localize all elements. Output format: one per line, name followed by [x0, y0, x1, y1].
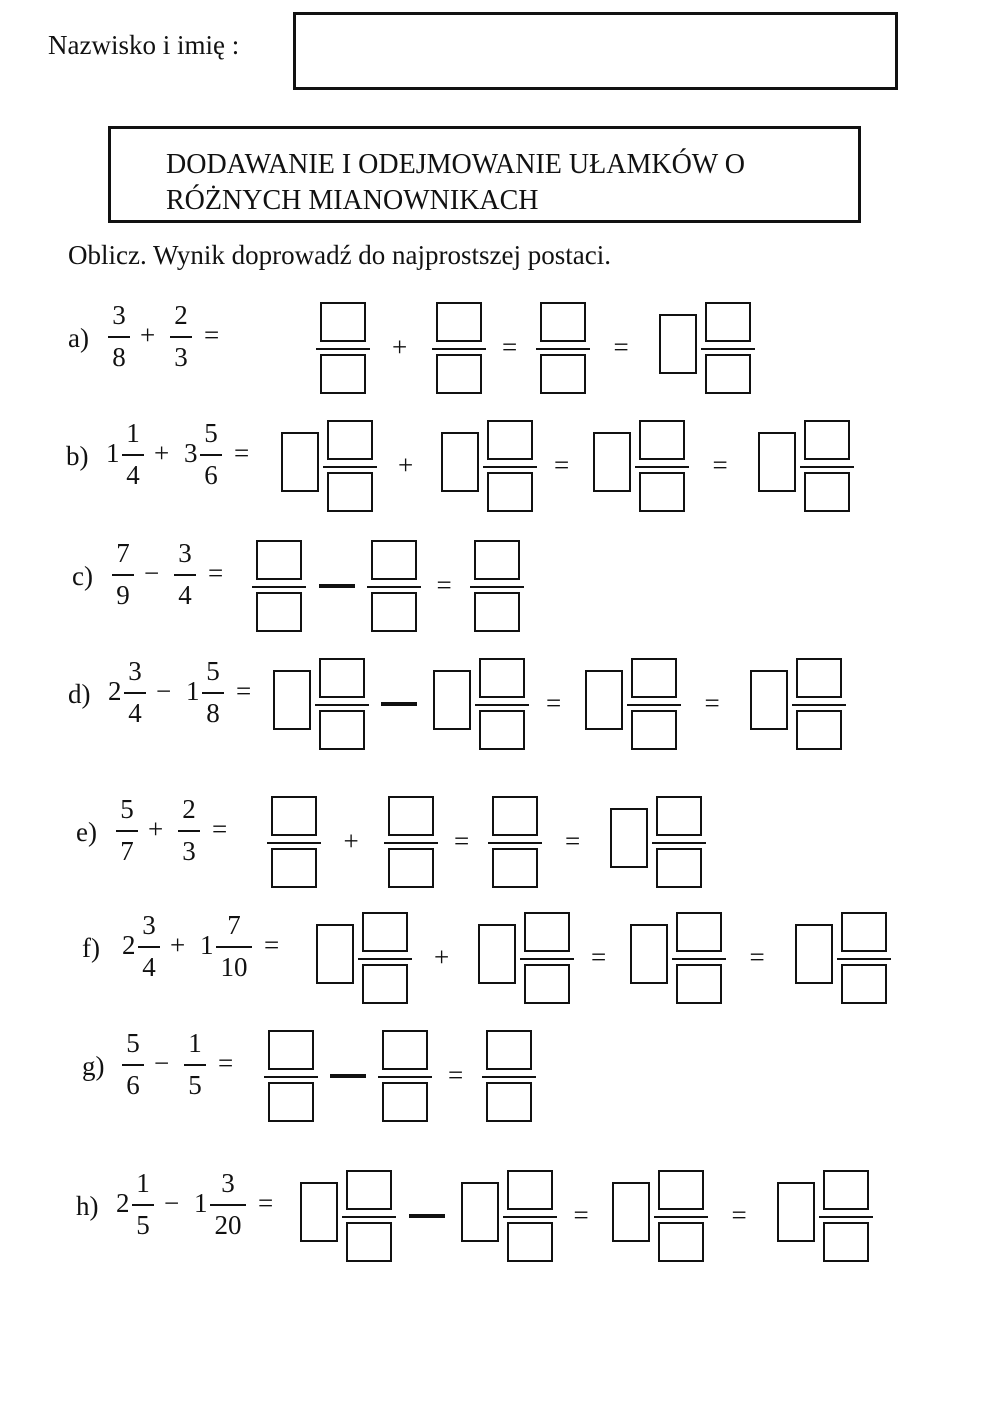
whole-input[interactable]	[300, 1182, 338, 1242]
whole-number: 1	[186, 676, 200, 706]
numerator: 2	[174, 300, 188, 330]
denominator-input[interactable]	[804, 472, 850, 512]
denominator-input[interactable]	[658, 1222, 704, 1262]
numerator: 1	[136, 1168, 150, 1198]
whole-input[interactable]	[659, 314, 697, 374]
denominator-input[interactable]	[631, 710, 677, 750]
denominator: 4	[128, 698, 142, 728]
numerator-input[interactable]	[474, 540, 520, 580]
denominator-input[interactable]	[540, 354, 586, 394]
numerator-input[interactable]	[327, 420, 373, 460]
whole-input[interactable]	[630, 924, 668, 984]
denominator: 6	[204, 460, 218, 490]
fraction-bar	[122, 454, 144, 456]
fraction-line	[627, 704, 681, 706]
whole-number: 2	[116, 1188, 130, 1218]
denominator-input[interactable]	[486, 1082, 532, 1122]
operator: +	[148, 814, 164, 844]
whole-input[interactable]	[433, 670, 471, 730]
operator: −	[144, 558, 160, 588]
whole-input[interactable]	[610, 808, 648, 868]
fraction-line	[800, 466, 854, 468]
denominator-input[interactable]	[841, 964, 887, 1004]
denominator-input[interactable]	[319, 710, 365, 750]
fraction-line	[819, 1216, 873, 1218]
numerator-input[interactable]	[486, 1030, 532, 1070]
numerator: 3	[112, 300, 126, 330]
numerator-input[interactable]	[479, 658, 525, 698]
denominator: 3	[182, 836, 196, 866]
equals-sign: =	[258, 1188, 274, 1218]
whole-input[interactable]	[777, 1182, 815, 1242]
fraction-line	[701, 348, 755, 350]
equals-sign: =	[546, 688, 562, 718]
title-box	[108, 126, 861, 223]
whole-number: 1	[106, 438, 120, 468]
denominator-input[interactable]	[823, 1222, 869, 1262]
numerator-input[interactable]	[319, 658, 365, 698]
equals-sign: =	[218, 1048, 234, 1078]
numerator-input[interactable]	[271, 796, 317, 836]
numerator-input[interactable]	[804, 420, 850, 460]
numerator-input[interactable]	[487, 420, 533, 460]
numerator-input[interactable]	[676, 912, 722, 952]
fraction-line	[672, 958, 726, 960]
whole-input[interactable]	[612, 1182, 650, 1242]
equals-sign: =	[234, 438, 250, 468]
numerator-input[interactable]	[524, 912, 570, 952]
minus-sign	[409, 1214, 445, 1218]
whole-input[interactable]	[461, 1182, 499, 1242]
numerator: 1	[188, 1028, 202, 1058]
denominator: 10	[220, 952, 248, 982]
denominator: 9	[116, 580, 130, 610]
numerator-input[interactable]	[631, 658, 677, 698]
fraction-line	[470, 586, 524, 588]
fraction-line	[483, 466, 537, 468]
equals-sign: =	[749, 942, 765, 972]
numerator: 5	[126, 1028, 140, 1058]
plus-sign: +	[434, 942, 450, 972]
numerator: 3	[178, 538, 192, 568]
equals-sign: =	[454, 826, 470, 856]
whole-input[interactable]	[281, 432, 319, 492]
fraction-bar	[138, 946, 160, 948]
whole-number: 2	[108, 676, 122, 706]
fraction-line	[316, 348, 370, 350]
worksheet-title: DODAWANIE I ODEJMOWANIE UŁAMKÓW O RÓŻNYCH MIANOWNIKACH	[166, 149, 745, 216]
equals-sign: =	[554, 450, 570, 480]
plus-sign: +	[392, 332, 408, 362]
whole-number: 2	[122, 930, 136, 960]
equals-sign: =	[448, 1060, 464, 1090]
denominator-input[interactable]	[268, 1082, 314, 1122]
fraction-bar	[132, 1204, 154, 1206]
fraction-line	[475, 704, 529, 706]
operator: +	[154, 438, 170, 468]
fraction-bar	[202, 692, 224, 694]
numerator-input[interactable]	[705, 302, 751, 342]
fraction-line	[792, 704, 846, 706]
numerator: 1	[126, 418, 140, 448]
denominator-input[interactable]	[656, 848, 702, 888]
operator: −	[156, 676, 172, 706]
denominator: 4	[126, 460, 140, 490]
numerator: 5	[204, 418, 218, 448]
denominator-input[interactable]	[796, 710, 842, 750]
denominator: 8	[206, 698, 220, 728]
numerator-input[interactable]	[362, 912, 408, 952]
denominator: 4	[178, 580, 192, 610]
denominator: 5	[136, 1210, 150, 1240]
whole-number: 3	[184, 438, 198, 468]
fraction-bar	[124, 692, 146, 694]
fraction-line	[358, 958, 412, 960]
numerator: 3	[142, 910, 156, 940]
exercise-label: c)	[72, 561, 93, 591]
fraction-line	[378, 1076, 432, 1078]
equals-sign: =	[704, 688, 720, 718]
numerator-input[interactable]	[436, 302, 482, 342]
whole-input[interactable]	[593, 432, 631, 492]
numerator: 7	[227, 910, 241, 940]
whole-input[interactable]	[478, 924, 516, 984]
whole-input[interactable]	[273, 670, 311, 730]
exercise-label: e)	[76, 817, 97, 847]
plus-sign: +	[343, 826, 359, 856]
fraction-line	[482, 1076, 536, 1078]
fraction-line	[503, 1216, 557, 1218]
whole-input[interactable]	[316, 924, 354, 984]
exercise-label: h)	[76, 1191, 99, 1221]
numerator-input[interactable]	[658, 1170, 704, 1210]
exercise-row	[0, 1170, 1000, 1320]
whole-input[interactable]	[750, 670, 788, 730]
denominator-input[interactable]	[524, 964, 570, 1004]
exercise-label: a)	[68, 323, 89, 353]
whole-input[interactable]	[441, 432, 479, 492]
fraction-bar	[122, 1064, 144, 1066]
numerator: 3	[128, 656, 142, 686]
fraction-bar	[216, 946, 252, 948]
equals-sign: =	[264, 930, 280, 960]
exercise-label: d)	[68, 679, 91, 709]
numerator: 5	[206, 656, 220, 686]
denominator-input[interactable]	[382, 1082, 428, 1122]
minus-sign	[381, 702, 417, 706]
denominator-input[interactable]	[320, 354, 366, 394]
equals-sign: =	[502, 332, 518, 362]
fraction-line	[520, 958, 574, 960]
fraction-bar	[112, 574, 134, 576]
fraction-line	[652, 842, 706, 844]
denominator-input[interactable]	[479, 710, 525, 750]
fraction-bar	[200, 454, 222, 456]
numerator-input[interactable]	[388, 796, 434, 836]
equals-sign: =	[565, 826, 581, 856]
fraction-line	[635, 466, 689, 468]
denominator-input[interactable]	[705, 354, 751, 394]
fraction-bar	[210, 1204, 246, 1206]
numerator-input[interactable]	[841, 912, 887, 952]
equals-sign: =	[712, 450, 728, 480]
fraction-line	[315, 704, 369, 706]
numerator-input[interactable]	[268, 1030, 314, 1070]
plus-sign: +	[398, 450, 414, 480]
equals-sign: =	[731, 1200, 747, 1230]
numerator-input[interactable]	[540, 302, 586, 342]
equals-sign: =	[236, 676, 252, 706]
denominator-input[interactable]	[327, 472, 373, 512]
instruction-text: Oblicz. Wynik doprowadź do najprostszej postaci.	[68, 240, 611, 270]
denominator-input[interactable]	[388, 848, 434, 888]
numerator-input[interactable]	[656, 796, 702, 836]
fraction-bar	[116, 830, 138, 832]
exercise-row	[0, 1030, 1000, 1180]
whole-input[interactable]	[795, 924, 833, 984]
fraction-line	[536, 348, 590, 350]
denominator-input[interactable]	[639, 472, 685, 512]
equals-sign: =	[573, 1200, 589, 1230]
fraction-line	[837, 958, 891, 960]
name-label: Nazwisko i imię :	[48, 30, 240, 60]
denominator-input[interactable]	[436, 354, 482, 394]
denominator-input[interactable]	[474, 592, 520, 632]
operator: +	[170, 930, 186, 960]
denominator: 20	[214, 1210, 242, 1240]
denominator-input[interactable]	[362, 964, 408, 1004]
denominator: 8	[112, 342, 126, 372]
numerator: 2	[182, 794, 196, 824]
fraction-bar	[178, 830, 200, 832]
fraction-bar	[108, 336, 130, 338]
numerator-input[interactable]	[823, 1170, 869, 1210]
numerator-input[interactable]	[492, 796, 538, 836]
fraction-line	[252, 586, 306, 588]
fraction-bar	[174, 574, 196, 576]
numerator-input[interactable]	[796, 658, 842, 698]
exercise-label: g)	[82, 1051, 105, 1081]
fraction-line	[488, 842, 542, 844]
denominator: 6	[126, 1070, 140, 1100]
numerator-input[interactable]	[256, 540, 302, 580]
numerator-input[interactable]	[320, 302, 366, 342]
whole-number: 1	[194, 1188, 208, 1218]
denominator-input[interactable]	[676, 964, 722, 1004]
operator: −	[154, 1048, 170, 1078]
fraction-line	[432, 348, 486, 350]
operator: −	[164, 1188, 180, 1218]
numerator: 7	[116, 538, 130, 568]
numerator: 3	[221, 1168, 235, 1198]
exercise-label: b)	[66, 441, 89, 471]
fraction-line	[323, 466, 377, 468]
denominator-input[interactable]	[492, 848, 538, 888]
equals-sign: =	[204, 320, 220, 350]
equals-sign: =	[212, 814, 228, 844]
numerator-input[interactable]	[507, 1170, 553, 1210]
fraction-line	[654, 1216, 708, 1218]
exercise-label: f)	[82, 933, 100, 963]
operator: +	[140, 320, 156, 350]
fraction-line	[264, 1076, 318, 1078]
name-input[interactable]	[293, 12, 898, 90]
whole-input[interactable]	[585, 670, 623, 730]
denominator-input[interactable]	[487, 472, 533, 512]
fraction-line	[367, 586, 421, 588]
exercise-row	[0, 658, 1000, 808]
equals-sign: =	[208, 558, 224, 588]
denominator: 4	[142, 952, 156, 982]
minus-sign	[319, 584, 355, 588]
fraction-bar	[170, 336, 192, 338]
denominator: 5	[188, 1070, 202, 1100]
minus-sign	[330, 1074, 366, 1078]
denominator: 3	[174, 342, 188, 372]
whole-input[interactable]	[758, 432, 796, 492]
equals-sign: =	[436, 570, 452, 600]
fraction-line	[342, 1216, 396, 1218]
numerator-input[interactable]	[382, 1030, 428, 1070]
equals-sign: =	[591, 942, 607, 972]
numerator-input[interactable]	[346, 1170, 392, 1210]
equals-sign: =	[613, 332, 629, 362]
fraction-line	[384, 842, 438, 844]
whole-number: 1	[200, 930, 214, 960]
numerator-input[interactable]	[371, 540, 417, 580]
denominator-input[interactable]	[346, 1222, 392, 1262]
fraction-bar	[184, 1064, 206, 1066]
numerator: 5	[120, 794, 134, 824]
denominator-input[interactable]	[507, 1222, 553, 1262]
fraction-line	[267, 842, 321, 844]
denominator-input[interactable]	[371, 592, 417, 632]
denominator-input[interactable]	[256, 592, 302, 632]
numerator-input[interactable]	[639, 420, 685, 460]
denominator: 7	[120, 836, 134, 866]
denominator-input[interactable]	[271, 848, 317, 888]
